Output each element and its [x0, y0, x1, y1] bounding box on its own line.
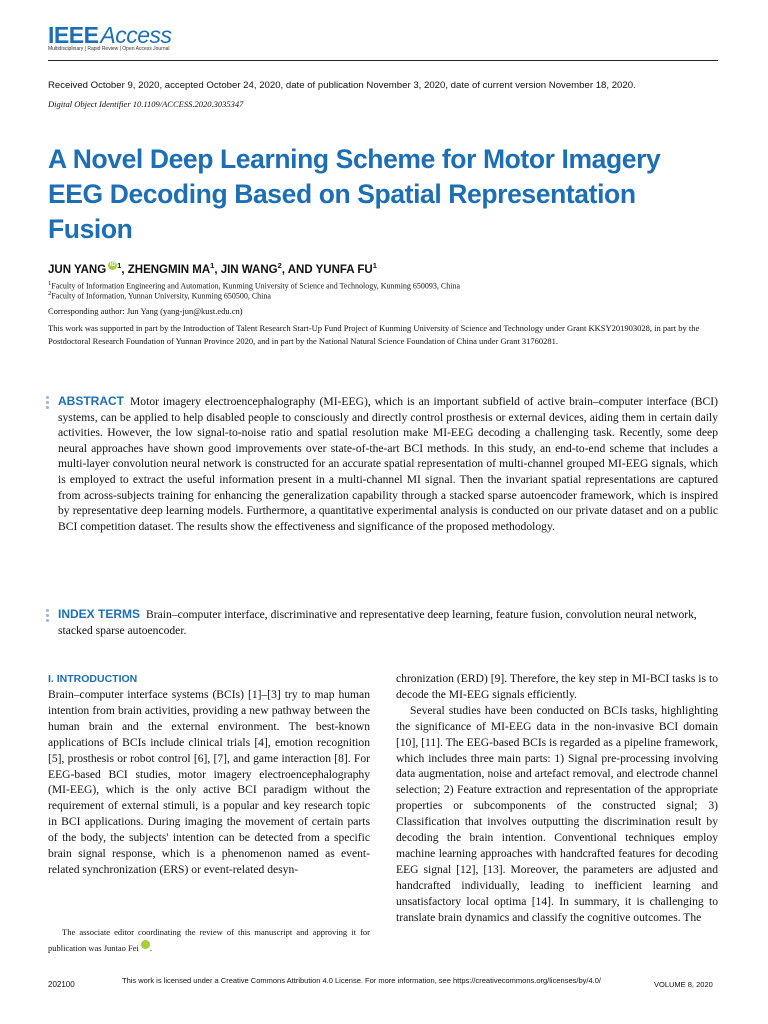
corresponding-author: Corresponding author: Jun Yang (yang-jun@kust.edu.cn): [48, 306, 243, 316]
doi: Digital Object Identifier 10.1109/ACCESS.2020.3035347: [48, 99, 244, 109]
logo-ieee-text: IEEE: [48, 22, 99, 48]
right-column: [396, 671, 718, 926]
body-paragraph: Several studies have been conducted on BCIs tasks, highlighting the significance of MI-EEG data in the non-invasive BCI domain [10], [11]. The EEG-based BCIs is regarded as a pipeline framework, which includes three main parts: 1) Signal pre-processing involving data augmentation, noise and artefact removal, and electrode channel selection; 2) Feature extraction and representation of the appropriate properties or subcomponents of the constructed signal; 3) Classification that involves outputting the discrimination result by decoding the brain intention. Conventional techniques employ machine learning approaches with handcrafted features for decoding EEG signal [12], [13]. Moreover, the parameters are adjusted and handcrafted individually, leading to inefficient learning and unsatisfactory local optima [14]. In summary, it is challenging to translate brain dynamics and classify the cognitive outcomes. The: [396, 703, 718, 924]
orcid-icon[interactable]: iD: [141, 940, 150, 949]
section-heading: I. INTRODUCTION: [48, 673, 138, 685]
author-name: JIN WANG: [220, 263, 278, 276]
abstract-marker-icon: [46, 396, 50, 411]
received-dates: Received October 9, 2020, accepted October 24, 2020, date of publication November 3, 2020, date of current version November 18, 2020.: [48, 80, 636, 91]
affiliation-sup: 2: [48, 290, 52, 297]
page-number: 202100: [48, 980, 75, 989]
author-separator: , AND: [281, 263, 316, 276]
author-separator: ,: [121, 263, 128, 276]
footnote-end: .: [149, 943, 153, 953]
author-name: YUNFA FU: [315, 263, 373, 276]
abstract-text: Motor imagery electroencephalography (MI-EEG), which is an important subfield of active brain–computer interface (BCI) systems, can be applied to help disabled people to consciously and directly control prosthesis or external devices, aiding them in certain daily activities. However, the low signal-to-noise ratio and spatial resolution make MI-EEG decoding a challenging task. Recently, some deep neural approaches have shown good improvements over state-of-the-art BCI methods. In this study, an end-to-end scheme that includes a multi-layer convolution neural network is constructed for an accurate spatial representation of multi-channel grouped MI-EEG signals, which is employed to extract the useful information present in a multi-channel MI signal. Then the invariant spatial representations are captured from across-subjects training for enhancing the generalization capability through a stacked sparse autoencoder framework, which is inspired by representative deep learning models. Furthermore, a quantitative experimental analysis is conducted on our private dataset and on a public BCI competition dataset. The results show the effectiveness and significance of the proposed methodology.: [58, 395, 718, 533]
body-paragraph: Brain–computer interface systems (BCIs) [1]–[3] try to map human intention from brain activities, providing a new pathway between the human brain and the external environment. The best-known applications of BCIs include clinical trials [4], emotion recognition [5], prosthesis or robot control [6], [7], and game interaction [8]. For EEG-based BCI studies, motor imagery electroencephalography (MI-EEG), which is the only active BCI paradigm without the requirement of external stimuli, is a popular and key research topic in BCI applications. During imaging the movement of certain parts of the body, the subjects' intention can be detected from a specific brain signal response, which is a phenomenon named as event-related synchronization (ERS) or event-related desyn-: [48, 688, 370, 876]
left-column: [48, 671, 370, 878]
volume-info: VOLUME 8, 2020: [654, 980, 713, 989]
index-terms: [58, 607, 718, 638]
author-list: [48, 261, 377, 276]
author-name: ZHENGMIN MA: [127, 263, 211, 276]
author-name: JUN YANG: [48, 263, 107, 276]
abstract: [58, 394, 718, 534]
author-affiliation-sup: 2: [277, 261, 282, 270]
author-separator: ,: [214, 263, 221, 276]
affiliation-text: Faculty of Information, Yunnan University, Kunming 650500, China: [51, 291, 271, 301]
journal-tagline: Multidisciplinary | Rapid Review | Open Access Journal: [48, 46, 170, 52]
logo-access-text: Access: [100, 22, 172, 48]
orcid-icon[interactable]: iD: [109, 262, 116, 268]
body-paragraph: chronization (ERD) [9]. Therefore, the key step in MI-BCI tasks is to decode the MI-EEG signals efficiently.: [396, 672, 718, 701]
author-affiliation-sup: 1: [372, 261, 377, 270]
affiliation-sup: 1: [48, 280, 52, 287]
author-affiliation-sup: 1: [117, 261, 122, 270]
affiliation: [48, 289, 271, 302]
index-terms-text: Brain–computer interface, discriminative and representative deep learning, feature fusion, convolution neural network, stacked sparse autoencoder.: [58, 608, 697, 637]
editor-footnote: [48, 924, 370, 956]
abstract-label: ABSTRACT: [58, 394, 124, 408]
paper-title: A Novel Deep Learning Scheme for Motor Imagery EEG Decoding Based on Spatial Representation Fusion: [48, 144, 661, 244]
license-notice: This work is licensed under a Creative Commons Attribution 4.0 License. For more information, see https://creativecommons.org/licenses/by/4.0/: [122, 976, 601, 985]
journal-logo: [48, 22, 172, 49]
affiliation-text: Faculty of Information Engineering and Automation, Kunming University of Science and Technology, Kunming 650093, China: [51, 281, 461, 291]
funding-statement: This work was supported in part by the Introduction of Talent Research Start-Up Fund Project of Kunming University of Science and Technology under Grant KKSY201903028, in part by the Postdoctoral Research Foundation of Yunnan Province 2020, and in part by the National Natural Science Foundation of China under Grant 31760281.: [48, 323, 700, 346]
index-terms-label: INDEX TERMS: [58, 607, 141, 621]
author-affiliation-sup: 1: [210, 261, 215, 270]
header-divider: [48, 60, 718, 61]
footnote-text: The associate editor coordinating the review of this manuscript and approving it for publication was Juntao Fei: [48, 927, 370, 953]
index-terms-marker-icon: [46, 609, 50, 624]
